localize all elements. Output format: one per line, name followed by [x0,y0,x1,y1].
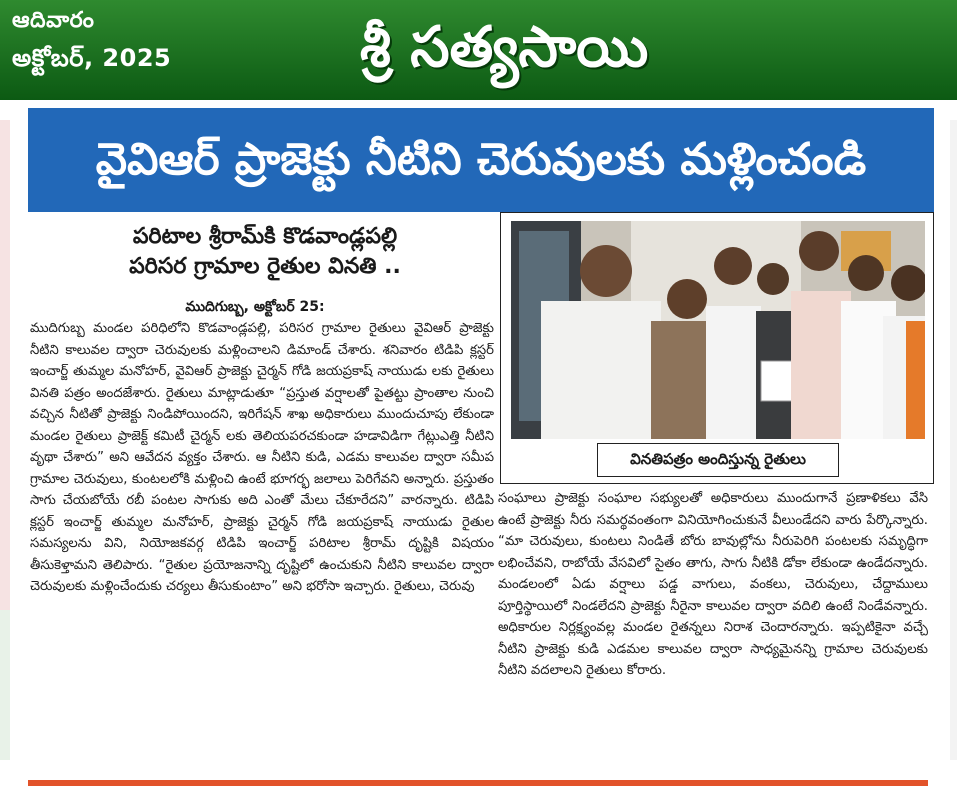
masthead-district-title: శ్రీ సత్యసాయి [360,15,649,80]
masthead-day: ఆదివారం [12,8,95,33]
bottom-rule [28,780,928,786]
article-body-left: ముదిగుబ్బ మండల పరిధిలోని కొడవాండ్లపల్లి, పరిసర గ్రామాల రైతులు వైవిఆర్ ప్రాజెక్టు నీటిని కాలువల ద్వారా చెరువులకు మళ్లించాలని డిమాండ్ చేశారు. శనివారం టిడిపి క్లస్టర్ ఇంచార్జ్ తుమ్మల మనోహర్, వైవిఆర్ ప్రాజెక్టు చైర్మన్ గోడి జయప్రకాష్ నాయుడు లకు రైతులు వినతి పత్రం అందజేశారు. రైతులు మాట్లాడుతూ “ప్రస్తుత వర్షాలతో పైతట్టు ప్రాంతాల నుంచి వచ్చిన నీటితో ప్రాజెక్టు నిండిపోయిందని, ఇరిగేషన్ శాఖ అధికారులు ముందుచూపు లేకుండా మండల రైతులు ప్రాజెక్ట్ కమిటీ చైర్మన్ లకు తెలియపరచకుండా హడావిడిగా గేట్లుఎత్తి నీటిని వృథా చేశారు” అని ఆవేదన వ్యక్తం చేశారు. ఆ నీటిని కుడి, ఎడమ కాలువల ద్వారా సమీప గ్రామాల చెరువులు, కుంటలలోకి మళ్లించి ఉంటే భూగర్భ జలాలు పెరిగేవని అన్నారు. ప్రస్తుతం సాగు చేయబోయే రబీ పంటల సాగుకు అది ఎంతో మేలు చేకూరేదని” వారన్నారు. టిడిపి క్లస్టర్ ఇంచార్జ్ తుమ్మల మనోహర్, ప్రాజెక్టు చైర్మన్ గోడి జయప్రకాష్ నాయుడు రైతుల సమస్యలను విని, నియోజకవర్గ టిడిపి ఇంచార్జ్ పరిటాల శ్రీరామ్ దృష్టికి విషయం తీసుకెళ్తామని తెలిపారు. “రైతుల ప్రయోజనాన్ని దృష్టిలో ఉంచుకుని నీటిని కాలువల ద్వారా చెరువులకు మళ్లించేందుకు చర్యలు తీసుకుంటాం” అని భరోసా ఇచ్చారు. రైతులు, చెరువు [30,321,494,594]
article-body-right: సంఘాలు ప్రాజెక్టు సంఘాల సభ్యులతో అధికారులు ముందుగానే ప్రణాళికలు వేసి ఉంటే ప్రాజెక్టు నీరు సమర్థవంతంగా వినియోగించుకునే వీలుండేదని వారు పేర్కొన్నారు. “మా చెరువులు, కుంటలు నిండితే బోరు బావుల్లోను నీరుపెరిగి పంటలకు సమృద్ధిగా లభించేవని, రాబోయే వేసవిలో సైతం తాగు, సాగు నీటికి డోకా లేకుండా ఉండేదన్నారు. మండలంలో ఏడు వర్షాలు పడ్డ వాగులు, వంకలు, చెరువులు, చేద్దాములు పూర్తిస్థాయిలో నిండలేదని ప్రాజెక్టు నీరైనా కాలువల ద్వారా వదిలి ఉంటే నిండేవన్నారు. అధికారుల నిర్లక్ష్యంవల్ల మండల రైతన్నలు నిరాశ చెందారన్నారు. ఇప్పటికైనా వచ్చే నీటిని ప్రాజెక్టు కుడి ఎడమల కాలువల ద్వారా సాధ్యమైనన్ని గ్రామాల చెరువులకు నీటిని వదలాలని రైతులు కోరారు. [498,491,928,678]
article-column-left [30,318,494,598]
photo-frame [500,212,934,484]
headline-banner [28,108,934,212]
photo-caption: వినతిపత్రం అందిస్తున్న రైతులు [597,443,839,477]
subheadline-line-1: పరిటాల శ్రీరామ్‌కి కొడవాండ్లపల్లి [132,224,398,249]
farmers-photo [511,221,925,439]
dateline: ముదిగుబ్బ, అక్టోబర్ 25: [185,299,325,315]
masthead [0,0,957,100]
subheadline-line-2: పరిసర గ్రామాల రైతుల వినతి .. [129,254,401,279]
left-edge-strip [0,120,10,610]
article-column-right [498,488,928,682]
right-edge-strip [950,120,957,760]
masthead-date: అక్టోబర్, 2025 [12,44,172,72]
subheadline [30,222,500,282]
headline: వైవిఆర్ ప్రాజెక్టు నీటిని చెరువులకు మళ్లించండి [95,134,867,185]
left-edge-strip-lower [0,610,10,760]
